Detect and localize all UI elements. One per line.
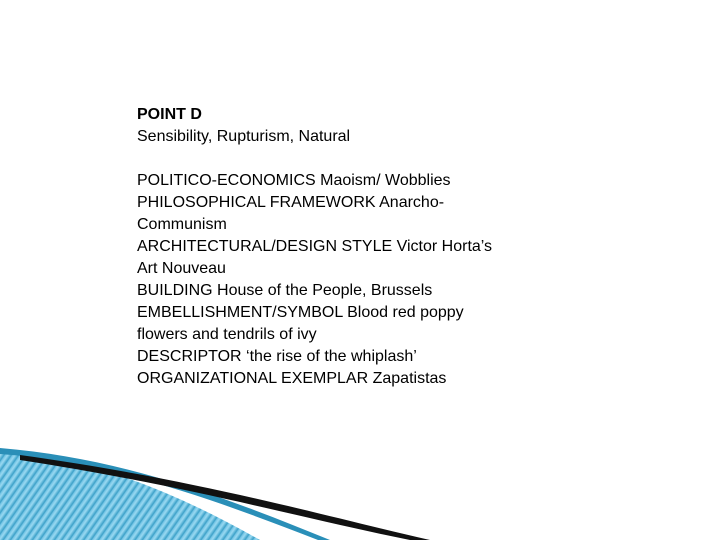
text-line: EMBELLISHMENT/SYMBOL Blood red poppy [137, 304, 464, 321]
spacer [137, 148, 577, 170]
text-line: BUILDING House of the People, Brussels [137, 282, 433, 299]
text-line: Art Nouveau [137, 260, 226, 277]
text-line: POLITICO-ECONOMICS Maoism/ Wobblies [137, 172, 451, 189]
slide-content [137, 104, 577, 390]
text-line: ORGANIZATIONAL EXEMPLAR Zapatistas [137, 370, 447, 387]
text-line: ARCHITECTURAL/DESIGN STYLE Victor Horta’s [137, 238, 493, 255]
slide-title: POINT D [137, 106, 202, 123]
text-line: DESCRIPTOR ‘the rise of the whiplash’ [137, 348, 417, 365]
text-line: flowers and tendrils of ivy [137, 326, 317, 343]
decorative-wave [0, 440, 720, 540]
slide-subtitle: Sensibility, Rupturism, Natural [137, 128, 351, 145]
text-line: Communism [137, 216, 227, 233]
text-line: PHILOSOPHICAL FRAMEWORK Anarcho- [137, 194, 445, 211]
